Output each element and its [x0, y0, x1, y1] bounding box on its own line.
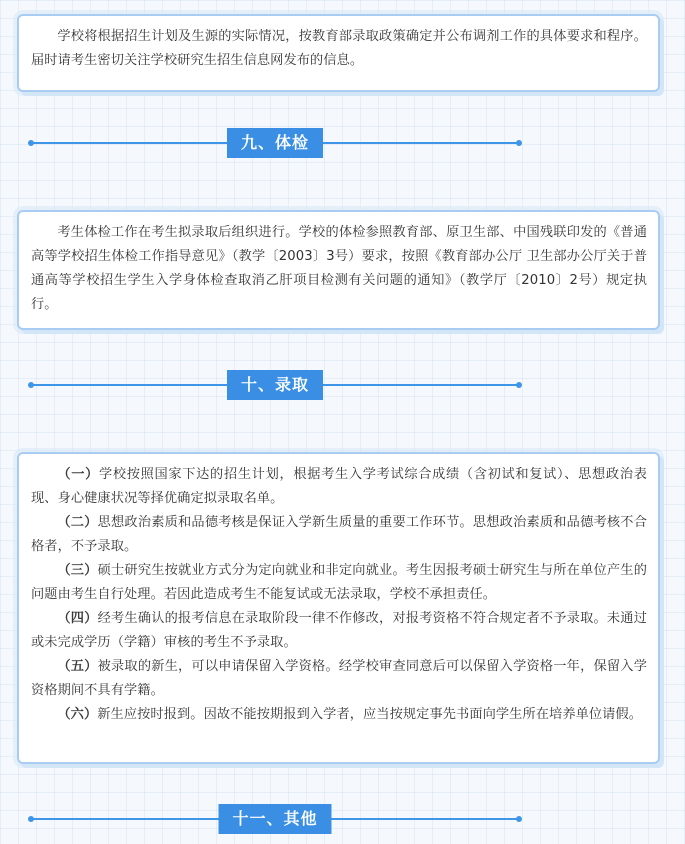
admission-item-number: （一）: [57, 467, 100, 482]
admission-item-number: （三）: [57, 563, 98, 578]
heading-dot-right: [516, 382, 522, 388]
admission-item: [31, 511, 647, 559]
section-title-physical-exam: 九、体检: [227, 128, 323, 158]
admission-item-number: （六）: [57, 707, 98, 722]
section-title-other: 十一、其他: [218, 804, 331, 834]
admission-item: [31, 463, 647, 511]
admission-item-text: 学校按照国家下达的招生计划，根据考生入学考试综合成绩（含初试和复试）、思想政治表现、身心健康状况等择优确定拟录取名单。: [31, 467, 647, 506]
section-heading-other: [28, 804, 522, 834]
heading-dot-left: [28, 382, 34, 388]
admission-item: [31, 607, 647, 655]
intro-paragraph: 学校将根据招生计划及生源的实际情况，按教育部录取政策确定并公布调剂工作的具体要求和程序。届时请考生密切关注学校研究生招生信息网发布的信息。: [31, 29, 647, 68]
admission-item-text: 思想政治素质和品德考核是保证入学新生质量的重要工作环节。思想政治素质和品德考核不合格者，不予录取。: [31, 515, 647, 554]
heading-dot-left: [28, 816, 34, 822]
admission-item-number: （五）: [57, 659, 98, 674]
admission-item: [31, 655, 647, 703]
admission-item-text: 硕士研究生按就业方式分为定向就业和非定向就业。考生因报考硕士研究生与所在单位产生的问题由考生自行处理。若因此造成考生不能复试或无法录取，学校不承担责任。: [31, 563, 647, 602]
physical-exam-paragraph: 考生体检工作在考生拟录取后组织进行。学校的体检参照教育部、原卫生部、中国残联印发的《普通高等学校招生体检工作指导意见》（教学〔2003〕3号）要求，按照《教育部办公厅 卫生部办公厅关于普通高等学校招生学生入学身体检查取消乙肝项目检测有关问题的通知》（教学厅〔2010〕2号）规定执行。: [31, 225, 647, 312]
admission-item-text: 新生应按时报到。因故不能按期报到入学者，应当按规定事先书面向学生所在培养单位请假。: [97, 707, 643, 722]
admission-item-text: 被录取的新生，可以申请保留入学资格。经学校审查同意后可以保留入学资格一年，保留入学资格期间不具有学籍。: [31, 659, 647, 698]
admission-item: [31, 559, 647, 607]
heading-dot-left: [28, 140, 34, 146]
admission-item-number: （二）: [57, 515, 98, 530]
admission-item-number: （四）: [57, 611, 98, 626]
heading-dot-right: [516, 816, 522, 822]
section-title-admission: 十、录取: [227, 370, 323, 400]
heading-dot-right: [516, 140, 522, 146]
section-heading-physical-exam: [28, 128, 522, 158]
intro-card: [17, 14, 660, 92]
physical-exam-card: [17, 210, 660, 330]
admission-item: [31, 703, 647, 727]
section-heading-admission: [28, 370, 522, 400]
admission-card: [17, 452, 660, 764]
admission-item-text: 经考生确认的报考信息在录取阶段一律不作修改，对报考资格不符合规定者不予录取。未通过或未完成学历（学籍）审核的考生不予录取。: [31, 611, 647, 650]
